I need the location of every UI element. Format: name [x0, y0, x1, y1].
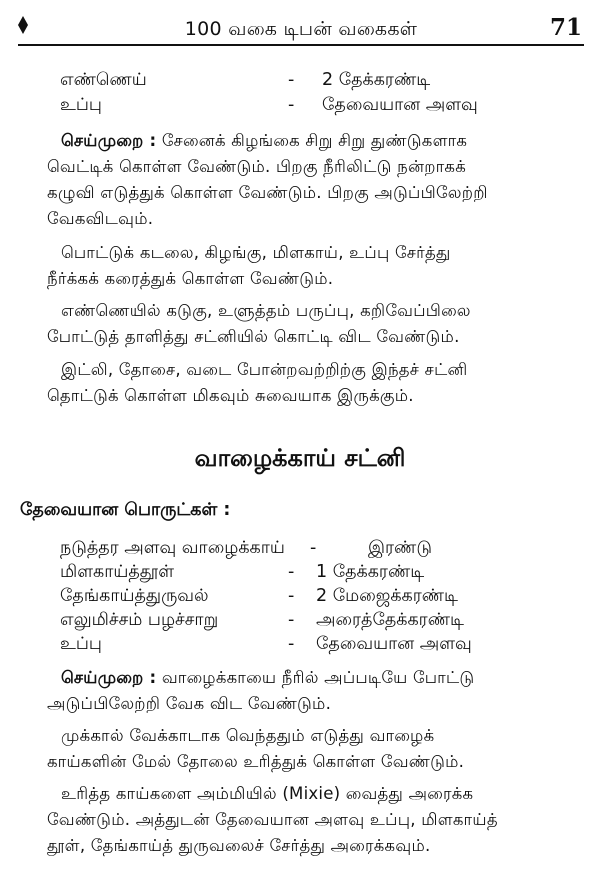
recipe-title: வாழைக்காய் சட்னி: [194, 444, 406, 472]
page-number: 71: [549, 14, 582, 41]
paragraph-line: உரித்த காய்களை அம்மியில் (Mixie) வைத்து அரைக்க: [61, 784, 474, 803]
method-paragraph: [47, 665, 577, 717]
ingredient-dash: -: [288, 70, 295, 90]
ingredient-name: நடுத்தர அளவு வாழைக்காய்: [60, 538, 285, 558]
ingredient-qty: அரைத்தேக்கரண்டி: [316, 610, 464, 630]
ingredient-qty: தேவையான அளவு: [316, 634, 472, 654]
ingredient-name: உப்பு: [60, 634, 102, 654]
ingredient-qty: இரண்டு: [368, 538, 432, 558]
paragraph-line: பொட்டுக் கடலை, கிழங்கு, மிளகாய், உப்பு சேர்த்து: [61, 243, 451, 262]
method-label: செய்முறை :: [61, 668, 157, 687]
paragraph-line: போட்டுத் தாளித்து சட்னியில் கொட்டி விட வேண்டும்.: [47, 327, 460, 346]
paragraph: [47, 781, 577, 859]
method-line: வேகவிடவும்.: [47, 209, 154, 228]
paragraph-line: எண்ணெயில் கடுகு, உளுத்தம் பருப்பு, கறிவேப்பிலை: [61, 301, 471, 320]
ingredient-qty: 2 தேக்கரண்டி: [322, 70, 431, 90]
ingredient-dash: -: [288, 586, 295, 606]
paragraph-line: தொட்டுக் கொள்ள மிகவும் சுவையாக இருக்கும்.: [47, 386, 414, 405]
paragraph: [47, 357, 577, 409]
ingredient-name: மிளகாய்த்தூள்: [60, 562, 174, 582]
ingredient-name: தேங்காய்த்துருவல்: [60, 586, 209, 606]
ingredient-name: எண்ணெய்: [60, 70, 147, 90]
paragraph: [47, 298, 577, 350]
ingredient-qty: தேவையான அளவு: [322, 95, 478, 115]
method-paragraph: [47, 128, 577, 232]
ingredients-heading: தேவையான பொருட்கள் :: [20, 500, 231, 520]
method-line: அடுப்பிலேற்றி வேக விட வேண்டும்.: [47, 694, 332, 713]
paragraph-line: இட்லி, தோசை, வடை போன்றவற்றிற்கு இந்தச் சட்னி: [61, 360, 468, 379]
paragraph: [47, 240, 577, 292]
ingredient-qty: 1 தேக்கரண்டி: [316, 562, 425, 582]
ingredient-dash: -: [288, 95, 295, 115]
paragraph: [47, 723, 577, 775]
paragraph-line: நீர்க்கக் கரைத்துக் கொள்ள வேண்டும்.: [47, 269, 334, 288]
ingredient-name: உப்பு: [60, 95, 102, 115]
method-line: செய்முறை : வாழைக்காயை நீரில் அப்படியே போட்டு: [61, 668, 475, 687]
ingredient-dash: -: [310, 538, 317, 558]
page-header: [18, 10, 584, 46]
paragraph-line: வேண்டும். அத்துடன் தேவையான அளவு உப்பு, மிளகாய்த்: [47, 810, 498, 829]
ingredient-qty: 2 மேஜைக்கரண்டி: [316, 586, 458, 606]
method-line: செய்முறை : சேனைக் கிழங்கை சிறு சிறு துண்டுகளாக: [61, 131, 468, 150]
method-label: செய்முறை :: [61, 131, 157, 150]
ingredient-dash: -: [288, 562, 295, 582]
ingredient-name: எலுமிச்சம் பழச்சாறு: [60, 610, 219, 630]
paragraph-line: தூள், தேங்காய்த் துருவலைச் சேர்த்து அரைக்கவும்.: [47, 836, 431, 855]
paragraph-line: காய்களின் மேல் தோலை உரித்துக் கொள்ள வேண்டும்.: [47, 752, 465, 771]
book-title: 100 வகை டிபன் வகைகள்: [184, 18, 418, 40]
paragraph-line: முக்கால் வேக்காடாக வெந்ததும் எடுத்து வாழைக்: [61, 726, 435, 745]
ingredient-dash: -: [288, 634, 295, 654]
method-line: வெட்டிக் கொள்ள வேண்டும். பிறகு நீரிலிட்டு நன்றாகக்: [47, 157, 467, 176]
method-line: கழுவி எடுத்துக் கொள்ள வேண்டும். பிறகு அடுப்பிலேற்றி: [47, 183, 488, 202]
ingredient-dash: -: [288, 610, 295, 630]
